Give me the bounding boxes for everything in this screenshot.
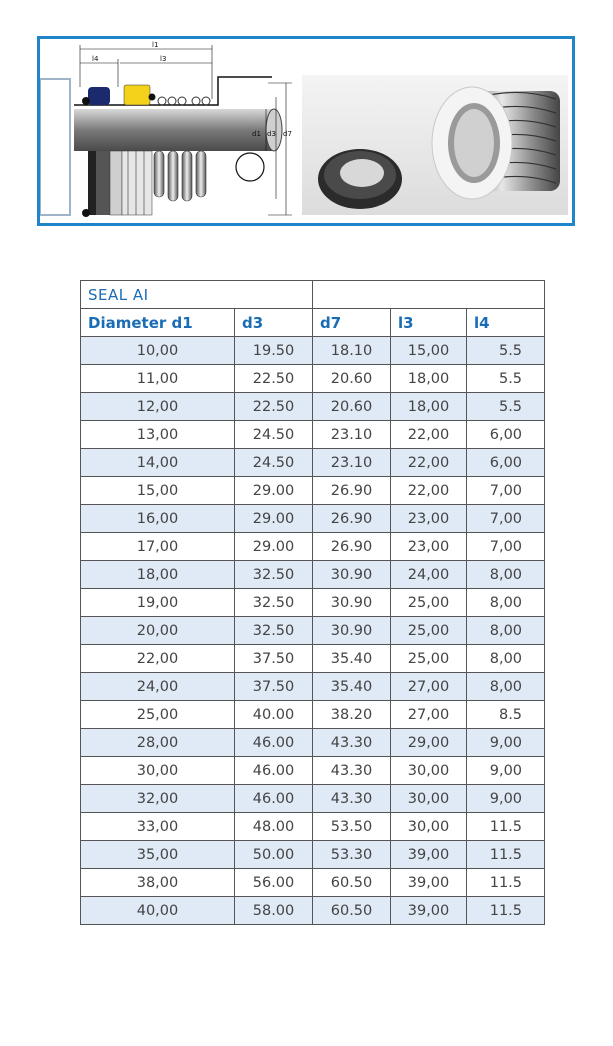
table-cell: 30,00 <box>391 813 467 841</box>
table-row <box>81 561 545 589</box>
table-row <box>81 589 545 617</box>
table-cell: 58.00 <box>235 897 313 925</box>
table-cell: 32.50 <box>235 617 313 645</box>
table-cell: 19,00 <box>81 589 235 617</box>
table-cell: 25,00 <box>391 589 467 617</box>
table-title-blank <box>313 281 545 309</box>
table-header-row <box>81 309 545 337</box>
table-cell: 39,00 <box>391 869 467 897</box>
table-cell: 11,00 <box>81 365 235 393</box>
table-cell: 30.90 <box>313 589 391 617</box>
column-header-d7: d7 <box>313 309 391 337</box>
table-row <box>81 365 545 393</box>
table-row <box>81 729 545 757</box>
table-cell: 13,00 <box>81 421 235 449</box>
table-cell: 29,00 <box>391 729 467 757</box>
dim-label-l1: l1 <box>152 41 159 49</box>
table-cell: 9,00 <box>467 729 545 757</box>
table-cell: 5.5 <box>467 393 545 421</box>
table-cell: 25,00 <box>391 645 467 673</box>
table-cell: 20.60 <box>313 365 391 393</box>
table-cell: 15,00 <box>81 477 235 505</box>
column-header-l4: l4 <box>467 309 545 337</box>
table-cell: 29.00 <box>235 505 313 533</box>
table-cell: 18.10 <box>313 337 391 365</box>
seal-drawing <box>40 39 572 223</box>
table-cell: 46.00 <box>235 785 313 813</box>
table-cell: 46.00 <box>235 757 313 785</box>
table-cell: 29.00 <box>235 533 313 561</box>
table-cell: 7,00 <box>467 533 545 561</box>
table-cell: 39,00 <box>391 841 467 869</box>
table-cell: 35,00 <box>81 841 235 869</box>
table-cell: 46.00 <box>235 729 313 757</box>
table-cell: 26.90 <box>313 505 391 533</box>
table-cell: 56.00 <box>235 869 313 897</box>
table-cell: 8,00 <box>467 589 545 617</box>
table-cell: 37.50 <box>235 673 313 701</box>
table-cell: 7,00 <box>467 505 545 533</box>
table-cell: 8,00 <box>467 645 545 673</box>
table-row <box>81 337 545 365</box>
table-cell: 20.60 <box>313 393 391 421</box>
table-cell: 8,00 <box>467 561 545 589</box>
table-cell: 15,00 <box>391 337 467 365</box>
table-title-row <box>81 281 545 309</box>
table-cell: 22.50 <box>235 393 313 421</box>
table-cell: 43.30 <box>313 785 391 813</box>
table-cell: 22,00 <box>391 477 467 505</box>
table-cell: 8,00 <box>467 673 545 701</box>
table-row <box>81 617 545 645</box>
table-cell: 6,00 <box>467 449 545 477</box>
seal-specification-table <box>80 280 545 925</box>
table-row <box>81 477 545 505</box>
dim-label-d1: d1 <box>252 130 261 138</box>
table-cell: 37.50 <box>235 645 313 673</box>
table-cell: 10,00 <box>81 337 235 365</box>
table-row <box>81 393 545 421</box>
table-cell: 11.5 <box>467 869 545 897</box>
table-cell: 53.50 <box>313 813 391 841</box>
table-cell: 35.40 <box>313 645 391 673</box>
table-cell: 22,00 <box>81 645 235 673</box>
table-cell: 5.5 <box>467 365 545 393</box>
table-cell: 24.50 <box>235 449 313 477</box>
table-cell: 25,00 <box>81 701 235 729</box>
cross-section-diagram <box>40 41 292 217</box>
table-cell: 22,00 <box>391 449 467 477</box>
table-cell: 7,00 <box>467 477 545 505</box>
table-row <box>81 701 545 729</box>
column-header-d3: d3 <box>235 309 313 337</box>
table-cell: 5.5 <box>467 337 545 365</box>
table-cell: 14,00 <box>81 449 235 477</box>
dim-label-l3: l3 <box>160 55 167 63</box>
table-cell: 30,00 <box>391 757 467 785</box>
column-header-diameter-d1: Diameter d1 <box>81 309 235 337</box>
table-cell: 19.50 <box>235 337 313 365</box>
table-row <box>81 841 545 869</box>
table-row <box>81 757 545 785</box>
table-row <box>81 813 545 841</box>
table-cell: 8.5 <box>467 701 545 729</box>
table-cell: 33,00 <box>81 813 235 841</box>
dim-label-d3: d3 <box>267 130 276 138</box>
table-cell: 17,00 <box>81 533 235 561</box>
product-photo <box>302 75 568 215</box>
table-cell: 39,00 <box>391 897 467 925</box>
table-cell: 40,00 <box>81 897 235 925</box>
table-cell: 32,00 <box>81 785 235 813</box>
table-row <box>81 673 545 701</box>
table-body <box>81 337 545 925</box>
table-cell: 26.90 <box>313 477 391 505</box>
table-cell: 43.30 <box>313 729 391 757</box>
table-cell: 38.20 <box>313 701 391 729</box>
table-cell: 9,00 <box>467 757 545 785</box>
table-row <box>81 421 545 449</box>
table-cell: 9,00 <box>467 785 545 813</box>
table-cell: 24,00 <box>81 673 235 701</box>
table-cell: 30,00 <box>81 757 235 785</box>
table-cell: 24,00 <box>391 561 467 589</box>
table-cell: 22.50 <box>235 365 313 393</box>
table-cell: 35.40 <box>313 673 391 701</box>
table-cell: 18,00 <box>391 365 467 393</box>
table-cell: 27,00 <box>391 673 467 701</box>
table-cell: 38,00 <box>81 869 235 897</box>
table-cell: 11.5 <box>467 813 545 841</box>
dim-label-l4: l4 <box>92 55 99 63</box>
table-row <box>81 505 545 533</box>
table-cell: 30.90 <box>313 617 391 645</box>
table-cell: 50.00 <box>235 841 313 869</box>
table-row <box>81 785 545 813</box>
table-cell: 40.00 <box>235 701 313 729</box>
table-row <box>81 897 545 925</box>
dim-label-d7: d7 <box>283 130 292 138</box>
table-row <box>81 869 545 897</box>
table-cell: 23.10 <box>313 449 391 477</box>
table-cell: 30,00 <box>391 785 467 813</box>
table-cell: 27,00 <box>391 701 467 729</box>
table-cell: 6,00 <box>467 421 545 449</box>
table-cell: 18,00 <box>391 393 467 421</box>
table-cell: 30.90 <box>313 561 391 589</box>
table-cell: 32.50 <box>235 589 313 617</box>
table-cell: 20,00 <box>81 617 235 645</box>
table-cell: 22,00 <box>391 421 467 449</box>
table-cell: 8,00 <box>467 617 545 645</box>
table-cell: 26.90 <box>313 533 391 561</box>
table-cell: 23,00 <box>391 533 467 561</box>
table-cell: 53.30 <box>313 841 391 869</box>
table-cell: 11.5 <box>467 897 545 925</box>
table-cell: 60.50 <box>313 869 391 897</box>
table-cell: 18,00 <box>81 561 235 589</box>
table-cell: 28,00 <box>81 729 235 757</box>
table-row <box>81 645 545 673</box>
table-cell: 60.50 <box>313 897 391 925</box>
table-cell: 25,00 <box>391 617 467 645</box>
table-cell: 24.50 <box>235 421 313 449</box>
table-cell: 29.00 <box>235 477 313 505</box>
table-row <box>81 449 545 477</box>
table-cell: 11.5 <box>467 841 545 869</box>
table-cell: 32.50 <box>235 561 313 589</box>
table-cell: 43.30 <box>313 757 391 785</box>
table-row <box>81 533 545 561</box>
table-cell: 48.00 <box>235 813 313 841</box>
table-cell: 23.10 <box>313 421 391 449</box>
table-cell: 12,00 <box>81 393 235 421</box>
seal-figure <box>37 36 575 226</box>
table-cell: 16,00 <box>81 505 235 533</box>
table-cell: 23,00 <box>391 505 467 533</box>
column-header-l3: l3 <box>391 309 467 337</box>
table-title: SEAL AI <box>81 281 313 309</box>
